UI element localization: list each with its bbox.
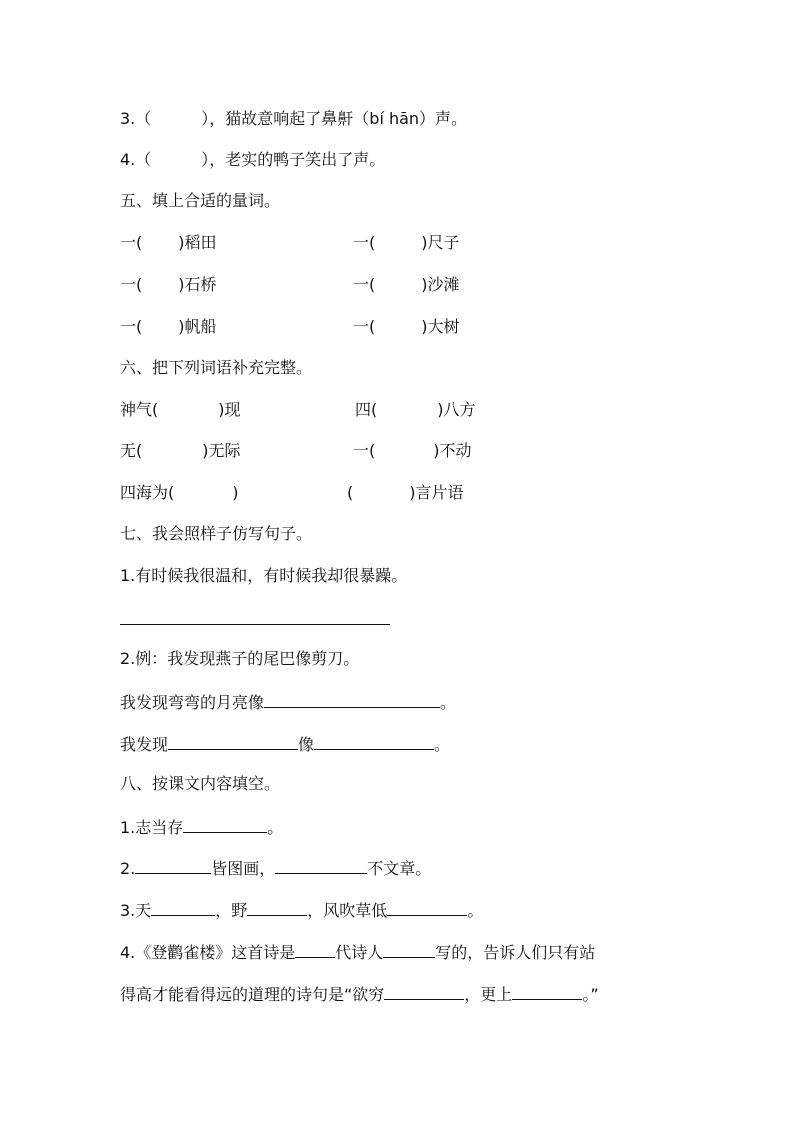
answer-blank[interactable]	[142, 230, 178, 248]
answer-blank[interactable]	[295, 939, 335, 958]
idiom-item: 无( )无际	[120, 438, 241, 462]
idiom-item: 四( )八方	[355, 397, 476, 421]
sentence-fill-2: 我发现 像 。	[120, 731, 450, 755]
answer-blank[interactable]	[247, 897, 307, 916]
measure-word-item: 一( )尺子	[353, 230, 460, 254]
answer-blank[interactable]	[168, 731, 298, 750]
measure-word-item: 一( )大树	[353, 314, 460, 338]
answer-blank[interactable]	[375, 272, 421, 290]
answer-blank[interactable]	[314, 731, 434, 750]
measure-word-item: 一( )稻田	[120, 230, 217, 254]
answer-blank[interactable]	[151, 106, 201, 124]
measure-word-item: 一( )沙滩	[353, 272, 460, 296]
answer-blank[interactable]	[264, 689, 440, 708]
answer-blank[interactable]	[375, 230, 421, 248]
answer-blank[interactable]	[151, 897, 215, 916]
answer-blank[interactable]	[174, 480, 232, 498]
answer-blank[interactable]	[275, 855, 367, 874]
answer-blank[interactable]	[142, 314, 178, 332]
section-7-title: 七、我会照样子仿写句子。	[120, 524, 313, 543]
idiom-item: 一( )不动	[353, 438, 472, 462]
section-8-title: 八、按课文内容填空。	[120, 774, 281, 793]
idiom-item: 四海为( )	[120, 480, 239, 504]
question-4-prefix: 4.（	[120, 150, 152, 169]
poem-fill-2: 2. 皆图画， 不文章。	[120, 855, 431, 879]
question-3-suffix: ），猫故意响起了鼻鼾（bí hān）声。	[201, 109, 468, 128]
section-6-title: 六、把下列词语补充完整。	[120, 358, 313, 377]
answer-blank[interactable]	[383, 939, 435, 958]
idiom-item: ( )言片语	[347, 480, 464, 504]
answer-blank[interactable]	[375, 314, 421, 332]
question-4	[120, 147, 385, 171]
measure-word-item: 一( )石桥	[120, 272, 217, 296]
poem-fill-1: 1.志当存 。	[120, 814, 283, 838]
sentence-model-1: 1.有时候我很温和，有时候我却很暴躁。	[120, 566, 408, 585]
answer-blank[interactable]	[384, 981, 464, 1000]
answer-blank[interactable]	[151, 147, 201, 165]
question-4-suffix: ），老实的鸭子笑出了声。	[201, 150, 386, 169]
answer-blank[interactable]	[183, 814, 267, 833]
poem-fill-3: 3.天 ，野 ，风吹草低 。	[120, 897, 483, 921]
answer-blank[interactable]	[142, 272, 178, 290]
section-5-title: 五、填上合适的量词。	[120, 191, 281, 210]
poem-fill-4-continued: 得高才能看得远的道理的诗句是“欲穷 ，更上 。”	[120, 981, 599, 1005]
answer-line[interactable]	[120, 624, 390, 625]
idiom-item: 神气( )现	[120, 397, 241, 421]
sentence-example-2: 2.例：我发现燕子的尾巴像剪刀。	[120, 649, 360, 668]
question-3	[120, 106, 467, 130]
answer-blank[interactable]	[512, 981, 582, 1000]
answer-blank[interactable]	[158, 397, 218, 415]
poem-fill-4: 4.《登鹳雀楼》这首诗是 代诗人 写的，告诉人们只有站	[120, 939, 595, 963]
answer-blank[interactable]	[375, 438, 433, 456]
answer-blank[interactable]	[377, 397, 437, 415]
sentence-fill-1: 我发现弯弯的月亮像 。	[120, 689, 456, 713]
measure-word-item: 一( )帆船	[120, 314, 217, 338]
answer-blank[interactable]	[142, 438, 202, 456]
answer-blank[interactable]	[353, 480, 409, 498]
answer-blank[interactable]	[387, 897, 467, 916]
answer-blank[interactable]	[135, 855, 211, 874]
question-3-prefix: 3.（	[120, 109, 152, 128]
